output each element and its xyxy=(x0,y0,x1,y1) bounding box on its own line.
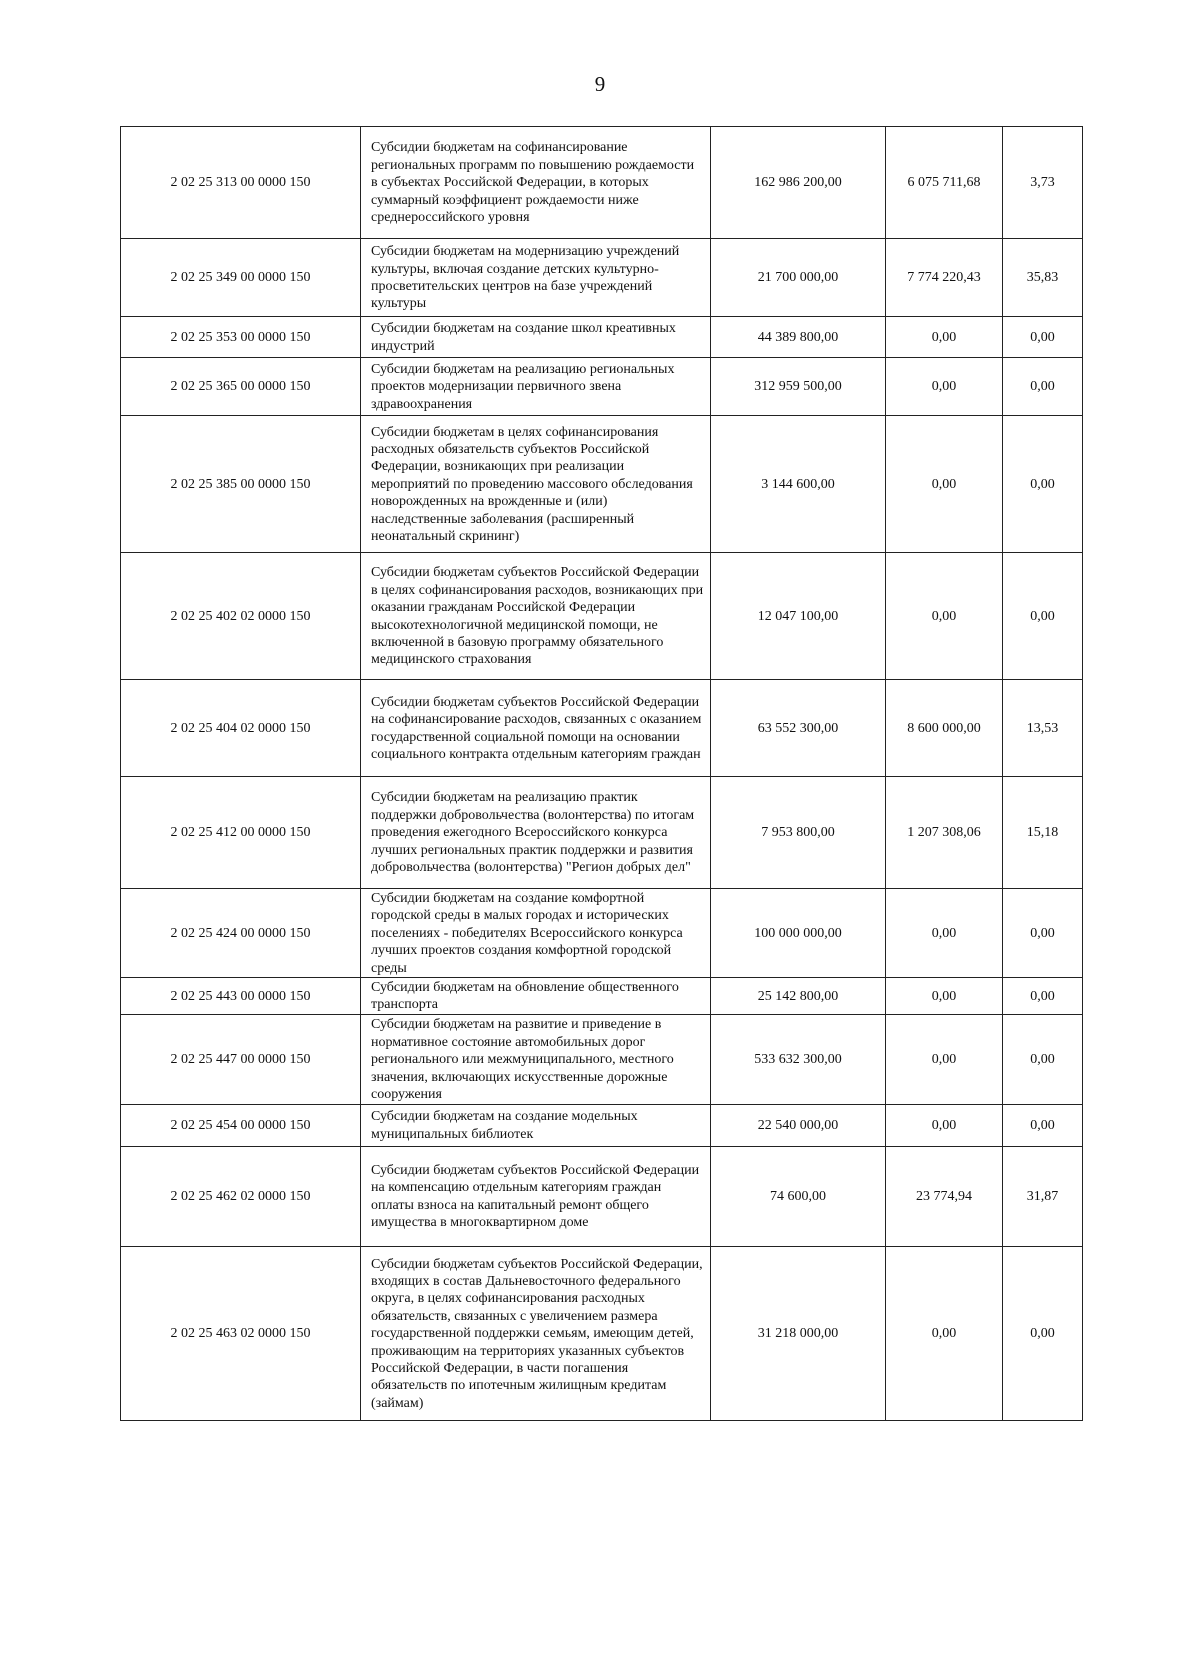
budget-table xyxy=(120,126,1083,1421)
plan-amount-cell: 100 000 000,00 xyxy=(711,889,886,978)
page-number: 9 xyxy=(594,72,606,96)
table-row xyxy=(121,553,1083,680)
actual-amount-cell: 0,00 xyxy=(886,416,1003,553)
plan-amount-cell: 44 389 800,00 xyxy=(711,317,886,358)
description-cell: Субсидии бюджетам на развитие и приведение в нормативное состояние автомобильных дорог регионального или межмуниципального, местного значения, включающих искусственные дорожные сооружения xyxy=(361,1014,711,1104)
actual-amount-cell: 0,00 xyxy=(886,553,1003,680)
table-row xyxy=(121,239,1083,317)
plan-amount-cell: 25 142 800,00 xyxy=(711,978,886,1015)
table-row xyxy=(121,358,1083,416)
table-row xyxy=(121,1014,1083,1104)
table-row xyxy=(121,889,1083,978)
percent-cell: 3,73 xyxy=(1003,127,1083,239)
plan-amount-cell: 21 700 000,00 xyxy=(711,239,886,317)
table-row xyxy=(121,777,1083,889)
plan-amount-cell: 162 986 200,00 xyxy=(711,127,886,239)
plan-amount-cell: 12 047 100,00 xyxy=(711,553,886,680)
table-row xyxy=(121,127,1083,239)
percent-cell: 0,00 xyxy=(1003,416,1083,553)
percent-cell: 15,18 xyxy=(1003,777,1083,889)
description-cell: Субсидии бюджетам на создание комфортной городской среды в малых городах и исторических поселениях - победителях Всероссийского конкурса лучших проектов создания комфортной городской среды xyxy=(361,889,711,978)
budget-code-cell: 2 02 25 402 02 0000 150 xyxy=(121,553,361,680)
table-row xyxy=(121,416,1083,553)
budget-code-cell: 2 02 25 353 00 0000 150 xyxy=(121,317,361,358)
table-row xyxy=(121,1104,1083,1146)
actual-amount-cell: 0,00 xyxy=(886,317,1003,358)
plan-amount-cell: 7 953 800,00 xyxy=(711,777,886,889)
percent-cell: 0,00 xyxy=(1003,317,1083,358)
percent-cell: 35,83 xyxy=(1003,239,1083,317)
actual-amount-cell: 8 600 000,00 xyxy=(886,680,1003,777)
description-cell: Субсидии бюджетам субъектов Российской Федерации в целях софинансирования расходов, возникающих при оказании гражданам Российской Федерации высокотехнологичной медицинской помощи, не включенной в базовую программу обязательного медицинского страхования xyxy=(361,553,711,680)
table-row xyxy=(121,1146,1083,1246)
description-cell: Субсидии бюджетам на обновление общественного транспорта xyxy=(361,978,711,1015)
description-cell: Субсидии бюджетам субъектов Российской Федерации, входящих в состав Дальневосточного федерального округа, в целях софинансирования расходных обязательств, связанных с увеличением размера государственной поддержки семьям, имеющим детей, проживающим на территориях указанных субъектов Российской Федерации, в части погашения обязательств по ипотечным жилищным кредитам (займам) xyxy=(361,1246,711,1420)
plan-amount-cell: 74 600,00 xyxy=(711,1146,886,1246)
percent-cell: 0,00 xyxy=(1003,358,1083,416)
actual-amount-cell: 0,00 xyxy=(886,1104,1003,1146)
budget-table-body xyxy=(121,127,1083,1421)
description-cell: Субсидии бюджетам в целях софинансирования расходных обязательств субъектов Российской Федерации, возникающих при реализации мероприятий по проведению массового обследования новорожденных на врожденные и (или) наследственные заболевания (расширенный неонатальный скрининг) xyxy=(361,416,711,553)
actual-amount-cell: 0,00 xyxy=(886,1014,1003,1104)
budget-code-cell: 2 02 25 443 00 0000 150 xyxy=(121,978,361,1015)
budget-code-cell: 2 02 25 365 00 0000 150 xyxy=(121,358,361,416)
actual-amount-cell: 0,00 xyxy=(886,358,1003,416)
budget-code-cell: 2 02 25 412 00 0000 150 xyxy=(121,777,361,889)
table-row xyxy=(121,680,1083,777)
description-cell: Субсидии бюджетам субъектов Российской Федерации на компенсацию отдельным категориям граждан оплаты взноса на капитальный ремонт общего имущества в многоквартирном доме xyxy=(361,1146,711,1246)
description-cell: Субсидии бюджетам субъектов Российской Федерации на софинансирование расходов, связанных с оказанием государственной социальной помощи на основании социального контракта отдельным категориям граждан xyxy=(361,680,711,777)
actual-amount-cell: 7 774 220,43 xyxy=(886,239,1003,317)
actual-amount-cell: 0,00 xyxy=(886,978,1003,1015)
budget-code-cell: 2 02 25 462 02 0000 150 xyxy=(121,1146,361,1246)
percent-cell: 13,53 xyxy=(1003,680,1083,777)
budget-code-cell: 2 02 25 385 00 0000 150 xyxy=(121,416,361,553)
table-row xyxy=(121,1246,1083,1420)
percent-cell: 0,00 xyxy=(1003,1104,1083,1146)
percent-cell: 0,00 xyxy=(1003,1246,1083,1420)
plan-amount-cell: 3 144 600,00 xyxy=(711,416,886,553)
budget-code-cell: 2 02 25 424 00 0000 150 xyxy=(121,889,361,978)
percent-cell: 0,00 xyxy=(1003,1014,1083,1104)
actual-amount-cell: 0,00 xyxy=(886,889,1003,978)
plan-amount-cell: 63 552 300,00 xyxy=(711,680,886,777)
budget-code-cell: 2 02 25 447 00 0000 150 xyxy=(121,1014,361,1104)
table-row xyxy=(121,978,1083,1015)
description-cell: Субсидии бюджетам на реализацию региональных проектов модернизации первичного звена здравоохранения xyxy=(361,358,711,416)
actual-amount-cell: 23 774,94 xyxy=(886,1146,1003,1246)
budget-code-cell: 2 02 25 404 02 0000 150 xyxy=(121,680,361,777)
plan-amount-cell: 312 959 500,00 xyxy=(711,358,886,416)
budget-code-cell: 2 02 25 313 00 0000 150 xyxy=(121,127,361,239)
plan-amount-cell: 31 218 000,00 xyxy=(711,1246,886,1420)
percent-cell: 0,00 xyxy=(1003,978,1083,1015)
description-cell: Субсидии бюджетам на создание модельных муниципальных библиотек xyxy=(361,1104,711,1146)
description-cell: Субсидии бюджетам на реализацию практик поддержки добровольчества (волонтерства) по итогам проведения ежегодного Всероссийского конкурса лучших региональных практик поддержки и развития добровольчества (волонтерства) "Регион добрых дел" xyxy=(361,777,711,889)
percent-cell: 31,87 xyxy=(1003,1146,1083,1246)
table-row xyxy=(121,317,1083,358)
plan-amount-cell: 533 632 300,00 xyxy=(711,1014,886,1104)
budget-code-cell: 2 02 25 463 02 0000 150 xyxy=(121,1246,361,1420)
description-cell: Субсидии бюджетам на модернизацию учреждений культуры, включая создание детских культурно-просветительских центров на базе учреждений культуры xyxy=(361,239,711,317)
percent-cell: 0,00 xyxy=(1003,553,1083,680)
actual-amount-cell: 0,00 xyxy=(886,1246,1003,1420)
actual-amount-cell: 6 075 711,68 xyxy=(886,127,1003,239)
budget-code-cell: 2 02 25 349 00 0000 150 xyxy=(121,239,361,317)
percent-cell: 0,00 xyxy=(1003,889,1083,978)
actual-amount-cell: 1 207 308,06 xyxy=(886,777,1003,889)
description-cell: Субсидии бюджетам на софинансирование региональных программ по повышению рождаемости в субъектах Российской Федерации, в которых суммарный коэффициент рождаемости ниже среднероссийского уровня xyxy=(361,127,711,239)
plan-amount-cell: 22 540 000,00 xyxy=(711,1104,886,1146)
budget-code-cell: 2 02 25 454 00 0000 150 xyxy=(121,1104,361,1146)
description-cell: Субсидии бюджетам на создание школ креативных индустрий xyxy=(361,317,711,358)
